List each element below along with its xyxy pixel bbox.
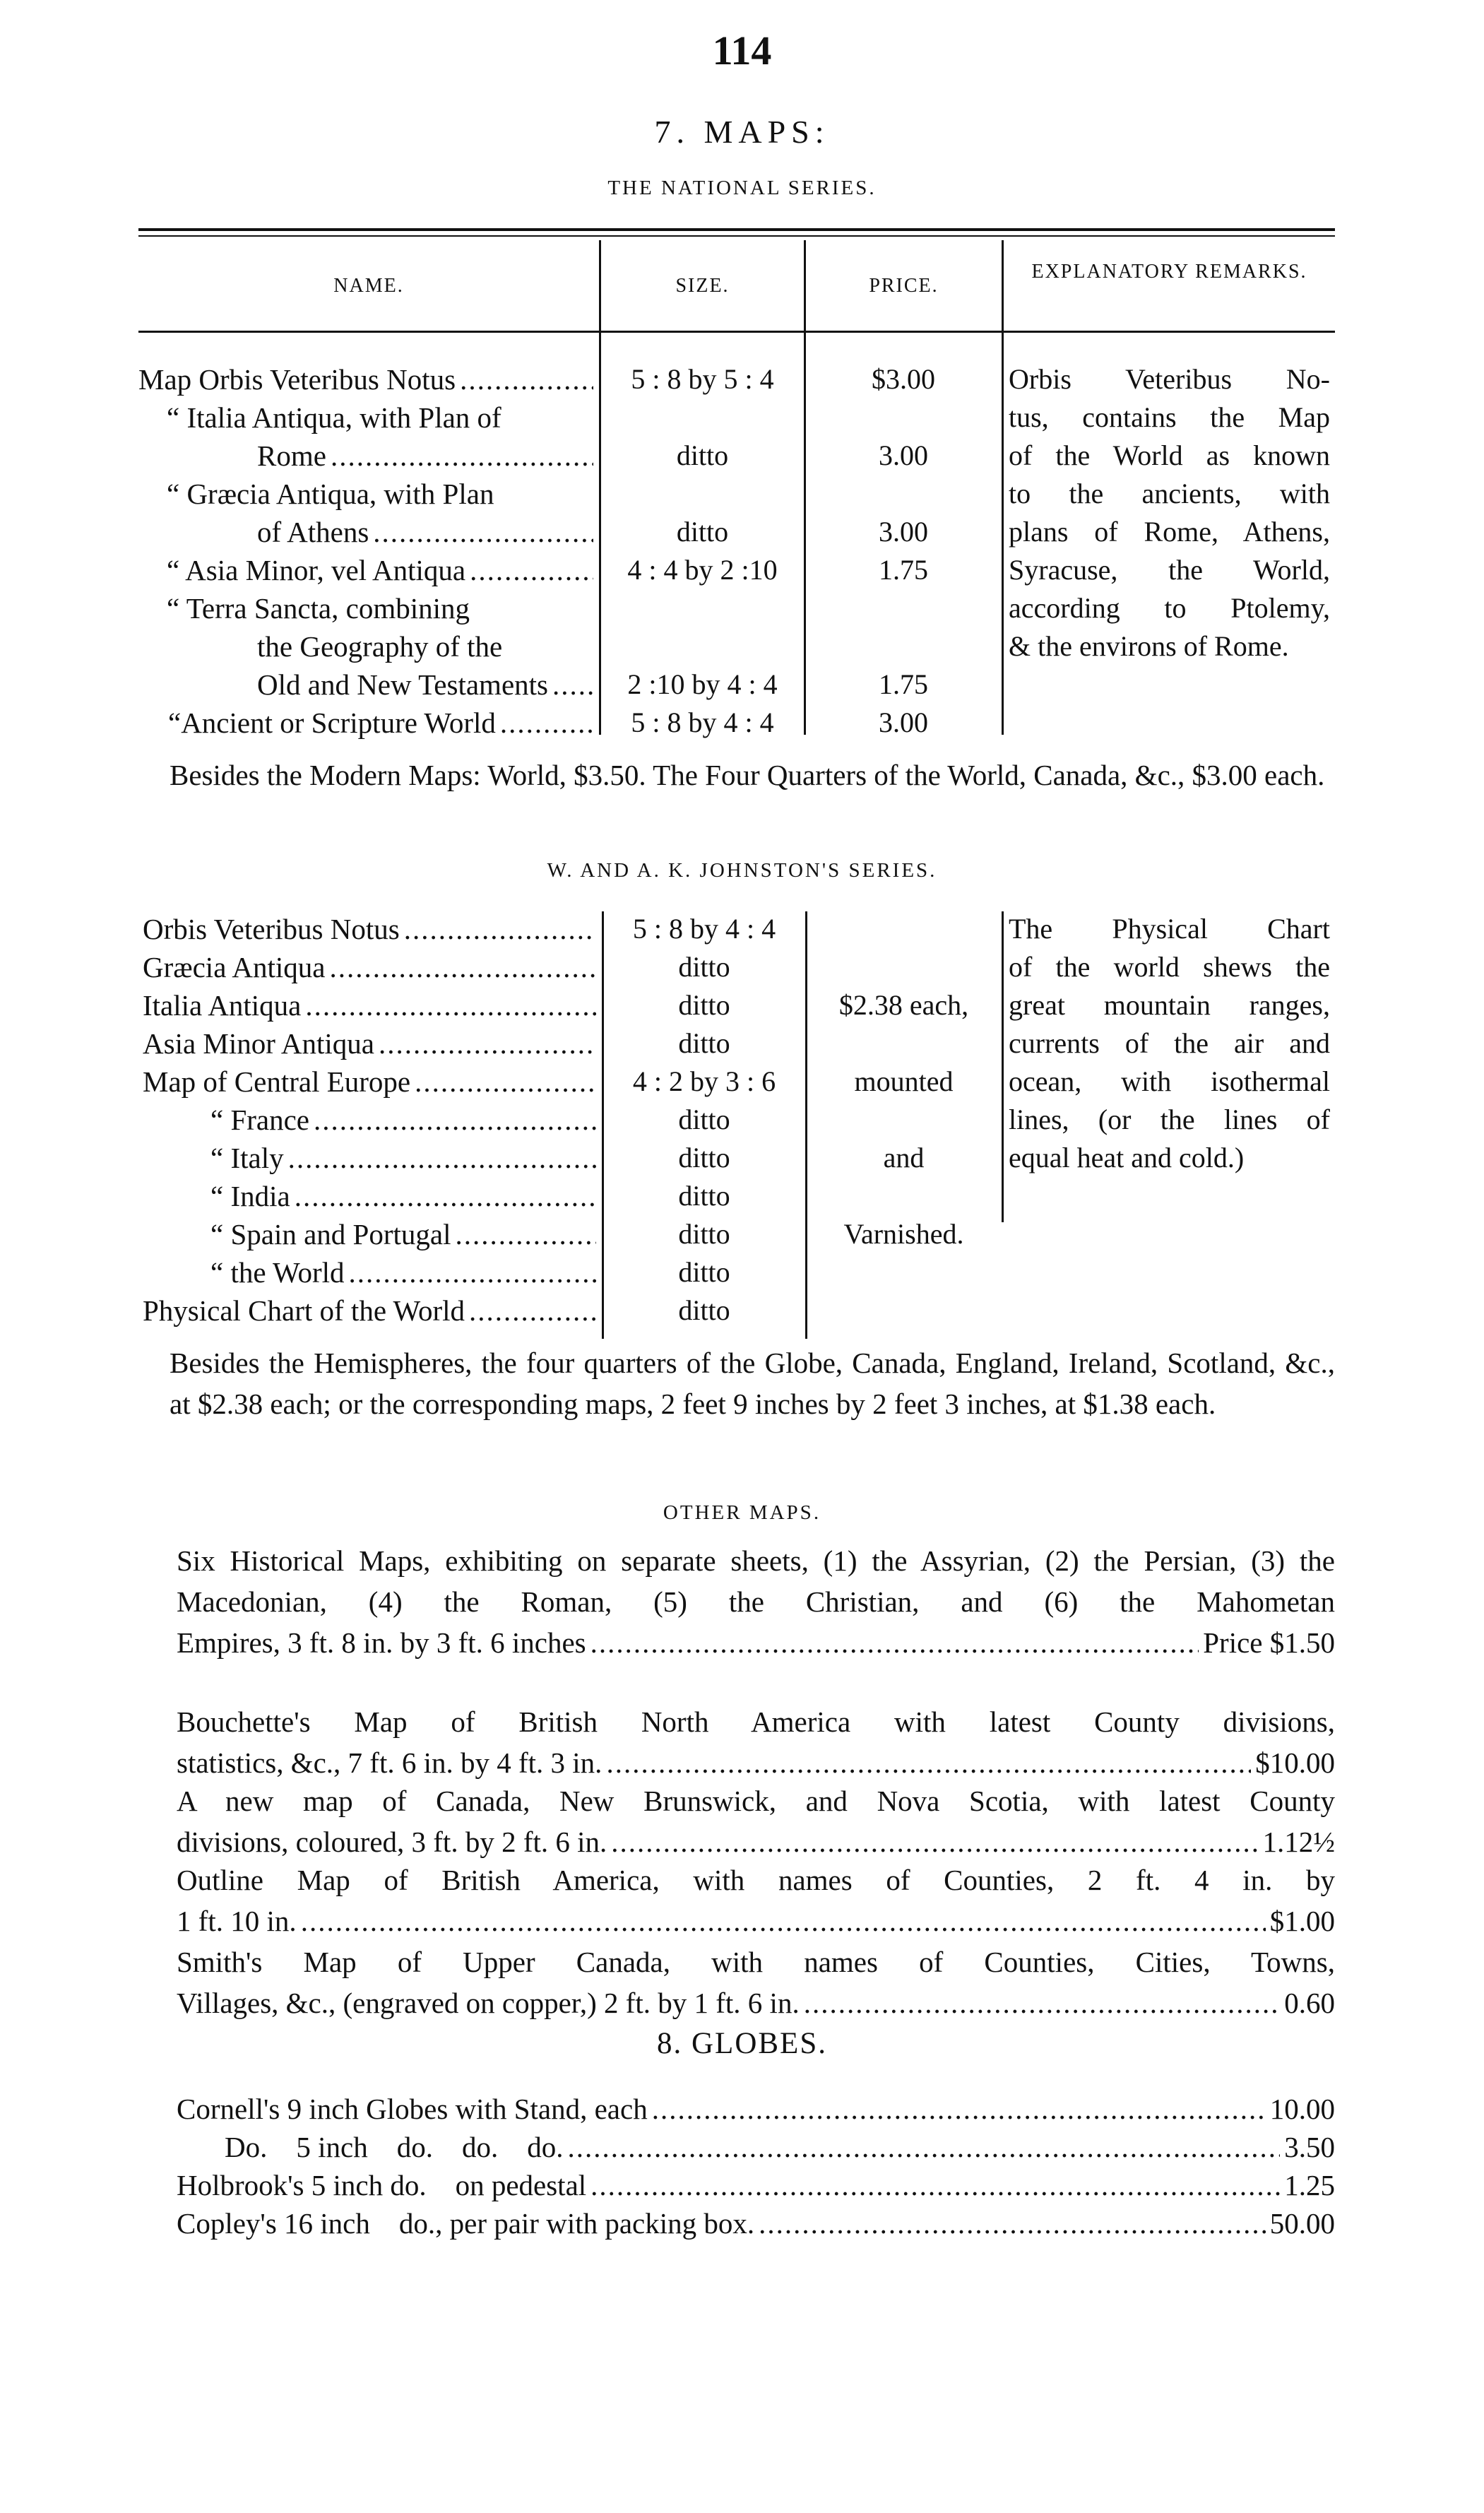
table-row-price: 1.75 (879, 554, 928, 586)
table-row-price (807, 1101, 1000, 1139)
table-row-size (602, 627, 802, 666)
row-name-text: “ France (210, 1104, 309, 1136)
dot-leader (470, 551, 593, 589)
row-name-text: Rome (257, 439, 326, 472)
column-divider (599, 240, 601, 735)
table-row-size: 4 : 4 by 2 :10 (627, 554, 778, 586)
other-map-price: $10.00 (1255, 1746, 1335, 1779)
row-name-text: Map of Central Europe (143, 1065, 411, 1098)
row-name-text: Old and New Testaments (257, 668, 548, 701)
dot-leader (590, 2166, 1280, 2204)
dot-leader (301, 1902, 1266, 1940)
remarks-line: tus, contains the Map (1009, 401, 1330, 433)
other-map-description: A new map of Canada, New Brunswick, and Nova Scotia, with latest County (177, 1785, 1335, 1817)
dot-leader (611, 1823, 1258, 1861)
table-row-price (807, 589, 1000, 627)
table-row-name (168, 704, 598, 742)
table-row-name (167, 551, 598, 589)
dot-leader (373, 513, 593, 551)
other-map-row (177, 1902, 1335, 1940)
other-map-size: divisions, coloured, 3 ft. by 2 ft. 6 in. (177, 1826, 607, 1858)
dot-leader (404, 910, 596, 948)
other-map-size: Empires, 3 ft. 8 in. by 3 ft. 6 inches (177, 1626, 586, 1659)
table-row-size: ditto (678, 1218, 730, 1250)
table-row-name (143, 1024, 600, 1063)
header-name: NAME. (333, 275, 404, 297)
table-row-name (143, 1291, 600, 1330)
globes-title: 8. GLOBES. (657, 2027, 827, 2060)
column-divider (1002, 911, 1004, 1222)
table-row-size: ditto (678, 951, 730, 983)
table-row-name (210, 1215, 600, 1253)
dot-leader (552, 666, 593, 704)
globe-price: 50.00 (1269, 2207, 1335, 2240)
dot-leader (379, 1024, 596, 1063)
other-map-price: 0.60 (1284, 1987, 1335, 2019)
other-map-price: Price $1.50 (1203, 1626, 1335, 1659)
johnston-remarks (1009, 910, 1330, 1177)
row-name-text: “ the World (210, 1256, 345, 1289)
remarks-line: Orbis Veteribus No- (1009, 363, 1330, 395)
national-series-subtitle: THE NATIONAL SERIES. (607, 177, 877, 199)
table-row-name (257, 437, 598, 475)
table-row-price: 3.00 (879, 706, 928, 738)
remarks-line: & the environs of Rome. (1009, 630, 1289, 662)
row-name-text: “ Italia Antiqua, with Plan of (167, 401, 501, 434)
row-name-text: Græcia Antiqua (143, 951, 326, 983)
dot-leader (455, 1215, 596, 1253)
table-row-price (807, 1291, 1000, 1330)
table-row-price (807, 1177, 1000, 1215)
table-row-size: 5 : 8 by 4 : 4 (632, 913, 776, 945)
dot-leader (331, 437, 593, 475)
page-number: 114 (712, 28, 772, 73)
table-row-size: ditto (678, 1256, 730, 1288)
remarks-line: equal heat and cold.) (1009, 1142, 1245, 1173)
row-name-text: Map Orbis Veteribus Notus (138, 363, 456, 396)
section-title-maps: 7. MAPS: (654, 114, 830, 150)
table-header-rule (138, 331, 1335, 333)
row-name-text: the Geography of the (257, 630, 503, 663)
remarks-line: lines, (or the lines of (1009, 1104, 1330, 1135)
table-row-price: 1.75 (879, 668, 928, 700)
table-row-price: 3.00 (879, 516, 928, 548)
other-map-row (177, 1984, 1335, 2022)
table-row-name (143, 1063, 600, 1101)
remarks-line: ocean, with isothermal (1009, 1065, 1330, 1097)
table-row-size: ditto (678, 1294, 730, 1326)
dot-leader (469, 1291, 596, 1330)
table-row-name (167, 589, 598, 627)
other-map-description: Bouchette's Map of British North America with latest County divisions, (177, 1705, 1335, 1738)
row-name-text: “ Spain and Portugal (210, 1218, 451, 1250)
dot-leader (295, 1177, 596, 1215)
globe-row (225, 2128, 1335, 2166)
row-name-text: Physical Chart of the World (143, 1294, 465, 1327)
header-remarks: EXPLANATORY REMARKS. (1031, 261, 1307, 283)
table-row-size: 5 : 8 by 5 : 4 (631, 363, 774, 395)
header-price: PRICE. (869, 275, 939, 297)
table-top-rule-thin (138, 235, 1335, 237)
other-map-size: Villages, &c., (engraved on copper,) 2 ft. by 1 ft. 6 in. (177, 1987, 800, 2019)
dot-leader (804, 1984, 1281, 2022)
other-map-row (177, 1823, 1335, 1861)
dot-leader (759, 2204, 1266, 2242)
table-row-name (167, 398, 598, 437)
table-row-size: ditto (678, 1180, 730, 1212)
table-row-size: 5 : 8 by 4 : 4 (631, 706, 774, 738)
row-name-text: “ Italy (210, 1142, 284, 1174)
table-row-price (807, 398, 1000, 437)
dot-leader (652, 2090, 1266, 2128)
other-map-size: statistics, &c., 7 ft. 6 in. by 4 ft. 3 in. (177, 1746, 602, 1779)
header-size: SIZE. (675, 275, 730, 297)
remarks-line: great mountain ranges, (1009, 989, 1330, 1021)
dot-leader (288, 1139, 596, 1177)
table-row-name (138, 360, 598, 398)
table-row-price (807, 1024, 1000, 1063)
table-row-name (143, 948, 600, 986)
globe-price: 10.00 (1269, 2093, 1335, 2125)
other-map-description: Outline Map of British America, with names of Counties, 2 ft. 4 in. by (177, 1864, 1335, 1896)
column-divider (804, 240, 806, 735)
row-name-text: “ India (210, 1180, 290, 1212)
other-map-size: 1 ft. 10 in. (177, 1905, 297, 1937)
table-row-name (257, 666, 598, 704)
table-top-rule (138, 228, 1335, 231)
globe-name: Do. 5 inch do. do. do. (225, 2131, 564, 2163)
table-row-name (143, 910, 600, 948)
dot-leader (567, 2128, 1280, 2166)
other-maps-subtitle: OTHER MAPS. (663, 1501, 821, 1524)
table-row-name (210, 1177, 600, 1215)
johnston-note: Besides the Hemispheres, the four quarters of the Globe, Canada, England, Ireland, Scotland, &c., at $2.38 each; or the corresponding maps, 2 feet 9 inches by 2 feet 3 inches, at $1.38 each. (170, 1347, 1335, 1420)
globe-price: 1.25 (1284, 2169, 1335, 2201)
table-row-size: ditto (678, 1027, 730, 1059)
dot-leader (590, 1624, 1199, 1662)
row-name-text: “Ancient or Scripture World (168, 706, 496, 739)
globe-name: Cornell's 9 inch Globes with Stand, each (177, 2093, 648, 2125)
table-row-price: 3.00 (879, 439, 928, 471)
other-map-price: 1.12½ (1262, 1826, 1335, 1858)
table-row-price (807, 1253, 1000, 1291)
table-row-size (602, 589, 802, 627)
table-row-price: $2.38 each, (838, 989, 969, 1021)
table-row-price (807, 627, 1000, 666)
globe-price: 3.50 (1284, 2131, 1335, 2163)
dot-leader (349, 1253, 596, 1291)
dot-leader (329, 948, 596, 986)
other-map-row (177, 1624, 1335, 1662)
table-row-size: ditto (678, 989, 730, 1021)
remarks-line: plans of Rome, Athens, (1009, 516, 1330, 548)
globe-row (177, 2090, 1335, 2128)
dot-leader (606, 1744, 1251, 1782)
table-row-size: ditto (676, 439, 729, 471)
table-row-size: 4 : 2 by 3 : 6 (632, 1065, 776, 1097)
other-map-description: Smith's Map of Upper Canada, with names of Counties, Cities, Towns, (177, 1946, 1335, 1978)
column-divider (602, 911, 604, 1339)
table-row-name (210, 1101, 600, 1139)
table-row-price (807, 910, 1000, 948)
globe-row (177, 2204, 1335, 2242)
national-note: Besides the Modern Maps: World, $3.50. The Four Quarters of the World, Canada, &c., $3.00 each. (170, 759, 1325, 791)
dot-leader (415, 1063, 596, 1101)
row-name-text: “ Græcia Antiqua, with Plan (167, 478, 494, 510)
globe-name: Copley's 16 inch do., per pair with packing box. (177, 2207, 755, 2240)
table-row-price: $3.00 (872, 363, 935, 395)
dot-leader (314, 1101, 596, 1139)
row-name-text: Asia Minor Antiqua (143, 1027, 374, 1060)
row-name-text: of Athens (257, 516, 369, 548)
row-name-text: Italia Antiqua (143, 989, 302, 1022)
remarks-line: according to Ptolemy, (1009, 592, 1330, 624)
table-row-size (602, 398, 802, 437)
table-row-size: 2 :10 by 4 : 4 (627, 668, 778, 700)
table-row-size: ditto (676, 516, 729, 548)
table-row-name (210, 1253, 600, 1291)
table-row-price: Varnished. (843, 1218, 964, 1250)
dot-leader (460, 360, 593, 398)
column-divider (1002, 240, 1004, 735)
table-row-price: and (883, 1142, 925, 1173)
table-row-name (167, 475, 598, 513)
other-map-price: $1.00 (1269, 1905, 1335, 1937)
table-row-name (257, 627, 598, 666)
globe-name: Holbrook's 5 inch do. on pedestal (177, 2169, 587, 2201)
row-name-text: Orbis Veteribus Notus (143, 913, 400, 945)
national-remarks (1009, 360, 1330, 666)
remarks-line: currents of the air and (1009, 1027, 1330, 1059)
row-name-text: “ Terra Sancta, combining (167, 592, 470, 625)
table-row-name (257, 513, 598, 551)
remarks-line: to the ancients, with (1009, 478, 1330, 509)
other-map-row (177, 1744, 1335, 1782)
remarks-line: The Physical Chart (1009, 913, 1330, 945)
globe-row (177, 2166, 1335, 2204)
remarks-line: Syracuse, the World, (1009, 554, 1330, 586)
table-row-price: mounted (854, 1065, 954, 1097)
table-row-size: ditto (678, 1142, 730, 1173)
dot-leader (500, 704, 593, 742)
remarks-line: of the World as known (1009, 439, 1330, 471)
table-row-name (143, 986, 600, 1024)
table-row-name (210, 1139, 600, 1177)
remarks-line: of the world shews the (1009, 951, 1330, 983)
johnston-series-subtitle: W. AND A. K. JOHNSTON'S SERIES. (547, 859, 937, 882)
table-row-size: ditto (678, 1104, 730, 1135)
row-name-text: “ Asia Minor, vel Antiqua (167, 554, 466, 586)
table-row-price (807, 948, 1000, 986)
table-row-size (602, 475, 802, 513)
other-map-description: Six Historical Maps, exhibiting on separate sheets, (1) the Assyrian, (2) the Persian, (3) the Macedonian, (4) the Roman, (5) the Christian, and (6) the Mahometan (177, 1544, 1335, 1618)
dot-leader (305, 986, 596, 1024)
table-row-price (807, 475, 1000, 513)
